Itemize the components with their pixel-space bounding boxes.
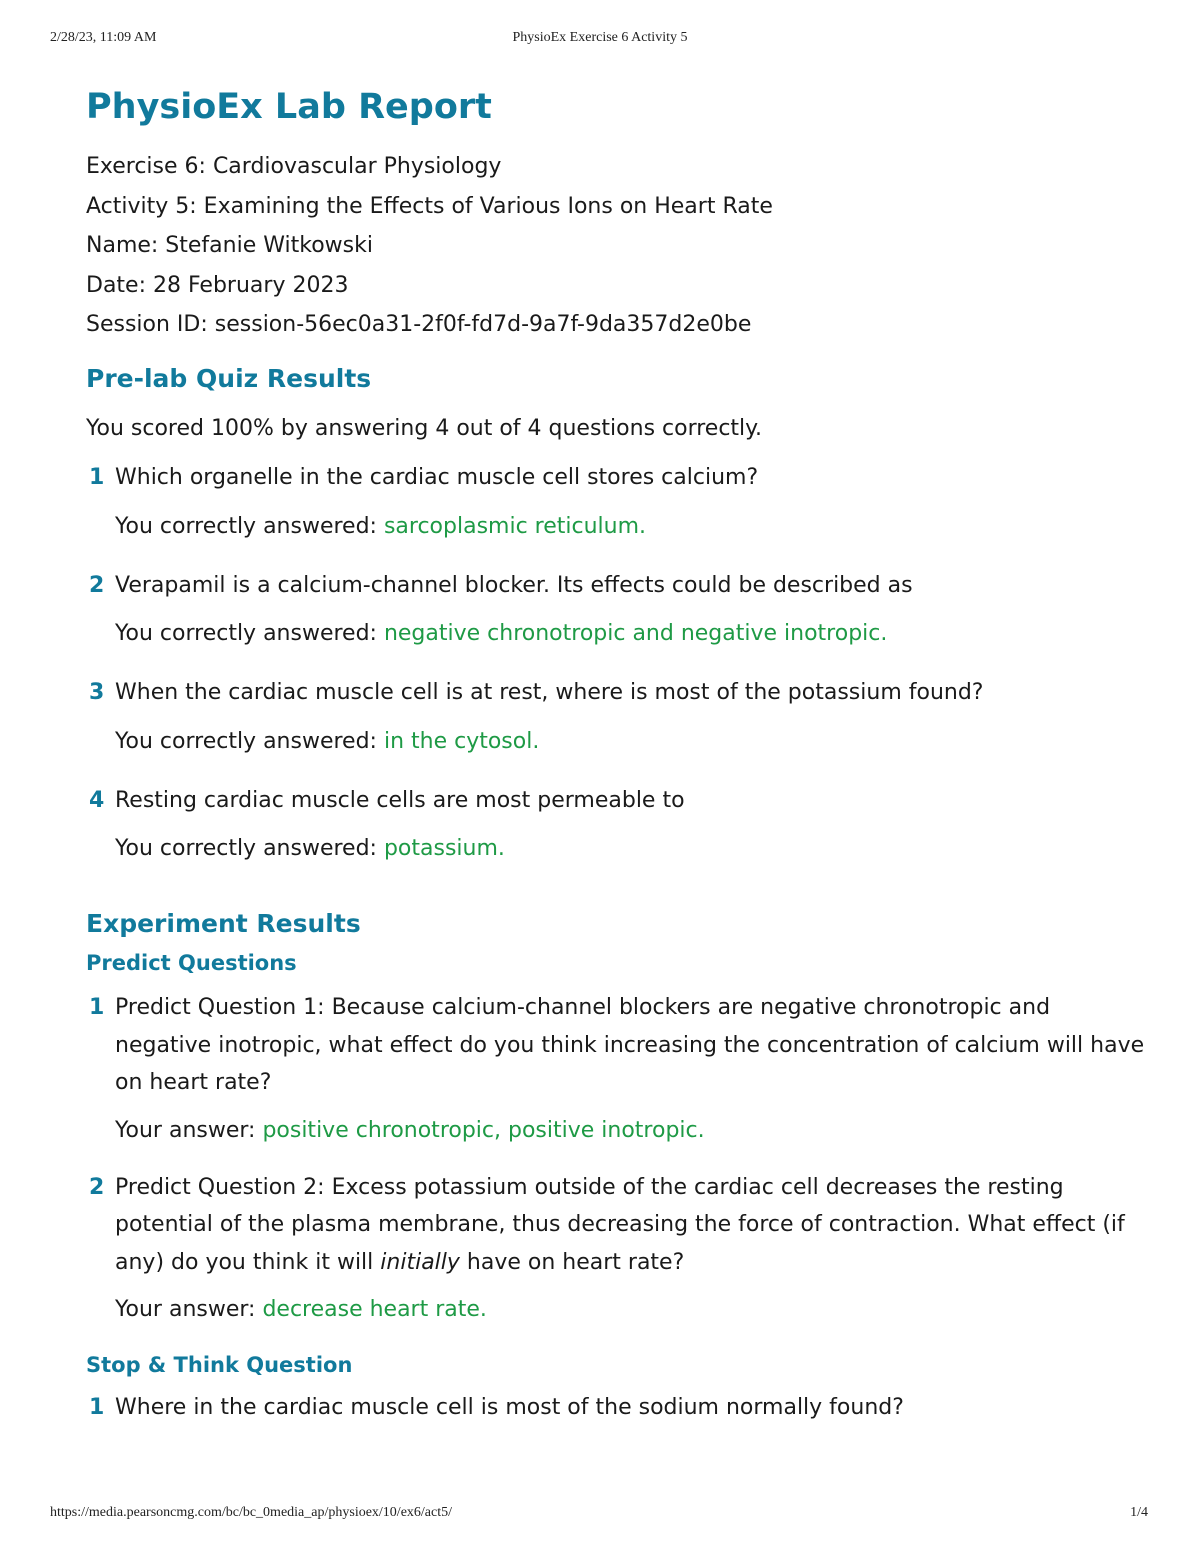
answer-value: in the cytosol. [383,728,540,754]
prelab-question [86,782,1146,820]
experiment-heading: Experiment Results [86,909,361,938]
report-title: PhysioEx Lab Report [86,87,492,127]
answer-prefix: You correctly answered: [115,513,384,539]
predict-answer [86,1116,1146,1146]
question-number: 1 [89,995,105,1020]
activity-line: Activity 5: Examining the Effects of Various Ions on Heart Rate [86,193,773,219]
answer-prefix: You correctly answered: [115,728,384,754]
answer-value: sarcoplasmic reticulum. [383,513,647,539]
answer-value: negative chronotropic and negative inotropic. [383,621,888,646]
answer-value: potassium. [383,836,505,861]
stop-think-heading: Stop & Think Question [86,1353,353,1377]
print-datetime: 2/28/23, 11:09 AM [50,30,157,45]
prelab-answer [86,727,1146,757]
print-page-title: PhysioEx Exercise 6 Activity 5 [512,30,688,45]
prelab-answer [86,834,1146,864]
prelab-score: You scored 100% by answering 4 out of 4 questions correctly. [86,416,763,441]
answer-prefix: Your answer: [115,1117,263,1143]
question-text: Where in the cardiac muscle cell is most of the sodium normally found? [115,1395,904,1420]
prelab-answer [86,619,1146,649]
question-number: 2 [89,572,105,598]
exercise-line: Exercise 6: Cardiovascular Physiology [86,154,502,179]
question-text: Predict Question 1: Because calcium-channel blockers are negative chronotropic and negative inotropic, what effect do you think increasing the concentration of calcium will have on heart rate? [115,995,1145,1095]
answer-prefix: Your answer: [115,1297,263,1322]
name-line: Name: Stefanie Witkowski [86,233,373,258]
prelab-question [86,674,1146,712]
question-text: Which organelle in the cardiac muscle cell stores calcium? [115,465,759,490]
predict-answer [86,1295,1146,1325]
prelab-answer [86,512,1146,542]
answer-value: decrease heart rate. [262,1297,487,1322]
answer-value: positive chronotropic, positive inotropic. [262,1117,705,1143]
question-text-before: Predict Question 2: Excess potassium outside of the cardiac cell decreases the resting potential of the plasma membrane, thus decreasing the force of contraction. What effect (if any) do you think it will [115,1174,1125,1275]
question-text: Resting cardiac muscle cells are most permeable to [115,787,685,813]
answer-prefix: You correctly answered: [115,836,384,861]
prelab-question [86,567,1146,605]
question-number: 3 [89,680,105,705]
question-number: 4 [89,787,105,813]
stop-think-question [86,1389,1146,1427]
predict-heading: Predict Questions [86,951,297,975]
question-number: 1 [89,1395,105,1420]
session-line: Session ID: session-56ec0a31-2f0f-fd7d-9a7f-9da357d2e0be [86,312,752,337]
question-text: When the cardiac muscle cell is at rest, where is most of the potassium found? [115,680,984,705]
print-url: https://media.pearsoncmg.com/bc/bc_0media_ap/physioex/10/ex6/act5/ [50,1505,453,1520]
date-line: Date: 28 February 2023 [86,272,349,298]
question-text-italic: initially [380,1249,460,1275]
lab-report [86,84,1146,1427]
print-page-number: 1/4 [1130,1505,1148,1520]
predict-question [86,1169,1146,1282]
question-number: 2 [89,1174,105,1200]
question-text: Verapamil is a calcium-channel blocker. Its effects could be described as [115,572,913,598]
answer-prefix: You correctly answered: [115,621,384,646]
prelab-question [86,459,1146,497]
prelab-heading: Pre-lab Quiz Results [86,364,372,393]
predict-question [86,989,1146,1102]
question-text-after: have on heart rate? [459,1249,685,1275]
question-number: 1 [89,465,105,490]
